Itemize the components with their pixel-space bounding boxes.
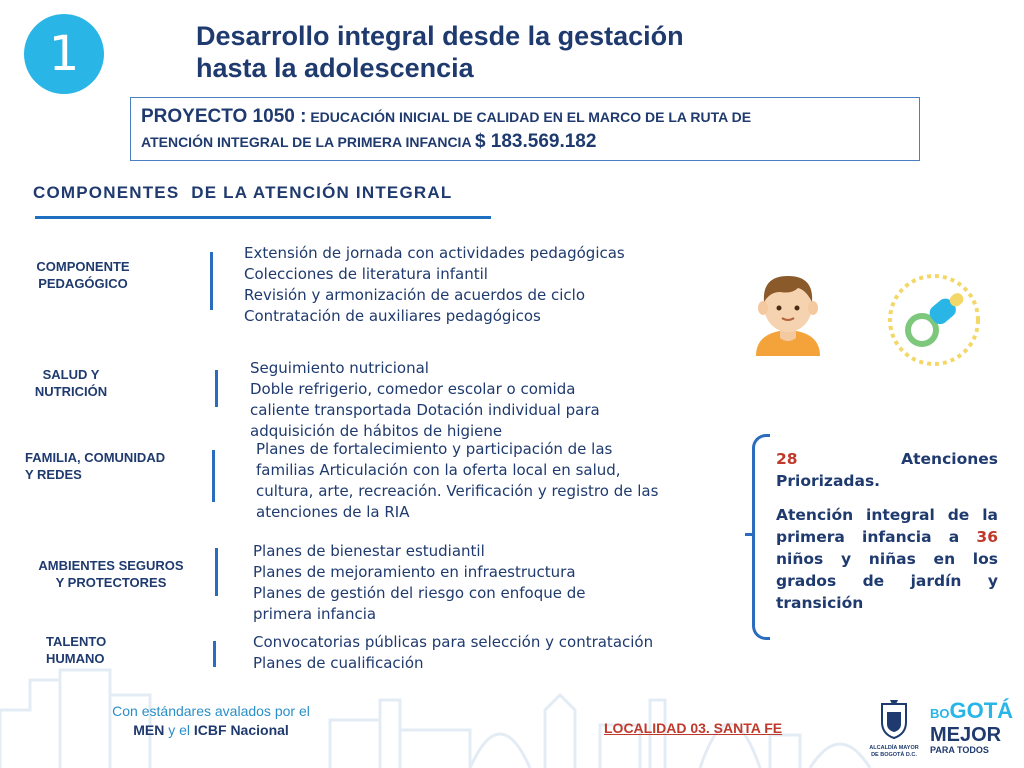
component-label-pedagogico xyxy=(28,258,138,292)
component-divider xyxy=(213,641,216,667)
component-lines-ambientes xyxy=(253,541,586,625)
component-divider xyxy=(210,252,213,310)
component-line: cultura, arte, recreación. Verificación y registro de las xyxy=(256,482,659,500)
component-line: familias Articulación con la oferta local en salud, xyxy=(256,461,621,479)
pacifier-icon xyxy=(886,272,982,368)
bogota-mejor-logo xyxy=(930,700,1018,762)
component-divider xyxy=(215,370,218,407)
footer-line-1: Con estándares avalados por el xyxy=(112,703,310,719)
footer-standards xyxy=(86,702,336,740)
component-label-line: FAMILIA, COMUNIDAD xyxy=(25,450,166,465)
title-line-2: hasta la adolescencia xyxy=(196,53,474,83)
alcaldia-text-2: DE BOGOTÁ D.C. xyxy=(871,752,917,758)
summary-text-2b: niños y niñas en los grados de jardín y transición xyxy=(776,550,998,612)
component-line: Convocatorias públicas para selección y contratación xyxy=(253,633,654,651)
component-line: Doble refrigerio, comedor escolar o comida xyxy=(250,380,576,398)
component-divider xyxy=(212,450,215,502)
component-label-line: SALUD Y xyxy=(42,367,100,382)
footer-icbf: ICBF Nacional xyxy=(193,722,289,738)
component-line: caliente transportada Dotación individual para xyxy=(250,401,600,419)
component-label-line: Y PROTECTORES xyxy=(55,575,167,590)
components-underline xyxy=(35,216,491,219)
footer-y-el: y el xyxy=(164,722,194,738)
component-label-line: NUTRICIÓN xyxy=(34,384,108,399)
component-label-line: HUMANO xyxy=(46,651,105,666)
coat-of-arms-icon xyxy=(879,700,909,740)
summary-text-1a: Atenciones xyxy=(901,450,998,468)
component-line: Colecciones de literatura infantil xyxy=(244,265,488,283)
component-divider xyxy=(215,548,218,596)
summary-attention xyxy=(776,504,998,614)
section-number-badge: 1 xyxy=(24,14,104,94)
component-label-salud xyxy=(26,366,116,400)
component-label-ambientes xyxy=(28,557,194,591)
components-title: COMPONENTES DE LA ATENCIÓN INTEGRAL xyxy=(33,183,453,202)
component-lines-familia xyxy=(256,439,658,523)
summary-text-2a: Atención integral de la primera infancia a xyxy=(776,506,998,546)
project-amount: $ 183.569.182 xyxy=(474,131,597,152)
bogota-bo: BO xyxy=(930,706,950,721)
component-label-line: COMPONENTE xyxy=(36,259,130,274)
child-face-icon xyxy=(752,268,824,356)
summary-text-1b: Priorizadas. xyxy=(776,472,881,490)
project-prefix: PROYECTO 1050 : xyxy=(141,106,307,127)
component-line: adquisición de hábitos de higiene xyxy=(250,422,503,440)
bogota-para-todos: PARA TODOS xyxy=(930,745,989,755)
footer-localidad: LOCALIDAD 03. SANTA FE xyxy=(604,720,783,736)
alcaldia-text-1: ALCALDÍA MAYOR xyxy=(869,745,919,751)
summary-priorities xyxy=(776,448,998,492)
component-line: Planes de gestión del riesgo con enfoque de xyxy=(253,584,586,602)
component-line: atenciones de la RIA xyxy=(256,503,410,521)
component-line: primera infancia xyxy=(253,605,377,623)
summary-count-1: 28 xyxy=(776,450,798,468)
title-line-1: Desarrollo integral desde la gestación xyxy=(196,21,684,51)
component-label-line: Y REDES xyxy=(25,467,82,482)
component-line: Extensión de jornada con actividades pedagógicas xyxy=(244,244,625,262)
footer-men: MEN xyxy=(133,722,165,738)
component-label-talento xyxy=(46,633,126,667)
component-line: Revisión y armonización de acuerdos de ciclo xyxy=(244,286,585,304)
summary-text xyxy=(776,448,998,626)
bogota-gota: GOTÁ xyxy=(949,698,1014,723)
project-desc-line1: EDUCACIÓN INICIAL DE CALIDAD EN EL MARCO DE LA RUTA DE xyxy=(306,109,752,125)
project-box xyxy=(130,97,920,161)
component-label-line: TALENTO xyxy=(46,634,107,649)
component-line: Planes de mejoramiento en infraestructura xyxy=(253,563,576,581)
component-lines-salud xyxy=(250,358,600,442)
component-line: Contratación de auxiliares pedagógicos xyxy=(244,307,541,325)
component-label-line: AMBIENTES SEGUROS xyxy=(38,558,184,573)
bogota-mejor: MEJOR xyxy=(930,724,1002,746)
component-line: Planes de bienestar estudiantil xyxy=(253,542,485,560)
component-line: Seguimiento nutricional xyxy=(250,359,429,377)
component-line: Planes de fortalecimiento y participación de las xyxy=(256,440,613,458)
summary-count-2: 36 xyxy=(976,528,998,546)
project-desc-line2: ATENCIÓN INTEGRAL DE LA PRIMERA INFANCIA xyxy=(141,134,475,150)
summary-bracket xyxy=(752,434,770,640)
component-lines-pedagogico xyxy=(244,243,625,327)
component-label-line: PEDAGÓGICO xyxy=(38,276,128,291)
component-line: Planes de cualificación xyxy=(253,654,424,672)
page-title xyxy=(196,20,796,84)
summary-bracket-nub xyxy=(745,533,755,536)
alcaldia-logo xyxy=(868,700,920,764)
component-label-familia xyxy=(25,449,195,483)
component-lines-talento xyxy=(253,632,653,674)
